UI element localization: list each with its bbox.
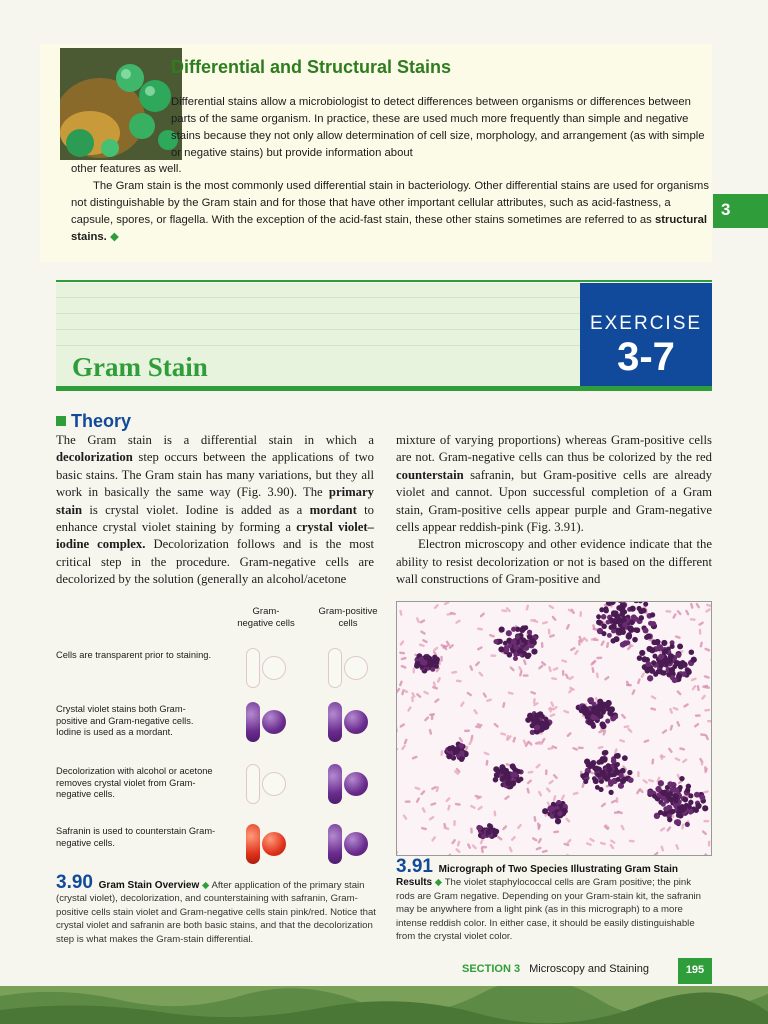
- theory-column-1: [56, 432, 374, 589]
- figure-caption-text: The violet staphylococcal cells are Gram positive; the pink rods are Gram negative. Depending on your Gram-stain kit, the safranin may be anywhere from a light pink (as in this micrograph) to a more intense reddish color. In either case, it should be easily distinguishable from the crystal violet color.: [396, 877, 702, 943]
- exercise-title: Gram Stain: [72, 352, 208, 382]
- structural-stains-term: structural stains.: [71, 214, 708, 243]
- coccus-cell: [262, 772, 286, 796]
- bottom-decorative-band: [0, 986, 768, 1024]
- figure-title: Micrograph of Two Species Illustrating Gram Stain Results: [396, 864, 678, 889]
- coccus-cell: [344, 710, 368, 734]
- rod-cell: [328, 824, 342, 864]
- body-text: safranin, but Gram-positive cells are already violet and cannot. Upon successful completion of a Gram stain, Gram-positive cells appear purple and Gram-negative cells appear reddish-pink (Fig. 3.91).: [396, 467, 712, 535]
- gram-positive-column-header: Gram-positive cells: [318, 606, 378, 629]
- exercise-bottom-rule: [56, 386, 712, 391]
- coccus-cell: [262, 656, 286, 680]
- body-text: step occurs between the applications of two basic stains. The Gram stain has many variations, but they all work in basically the same way (Fig. 3.90). The: [56, 450, 374, 500]
- rod-cell: [246, 648, 260, 688]
- key-term: crystal violet–iodine complex.: [56, 520, 375, 552]
- rod-cell: [328, 702, 342, 742]
- gram-negative-cells: [236, 646, 296, 692]
- bacteria-image: [60, 48, 182, 160]
- coccus-cell: [344, 772, 368, 796]
- diamond-icon: ◆: [201, 880, 210, 891]
- rod-cell: [246, 702, 260, 742]
- page-number: 195: [678, 958, 712, 984]
- key-term: decolorization: [56, 450, 133, 465]
- figure-number: 3.91: [396, 856, 433, 877]
- rod-cell: [246, 824, 260, 864]
- theory-column-2-paragraph-2: Electron microscopy and other evidence indicate that the ability to resist decolorization or not is based on the different wall constructions of Gram-positive and: [396, 537, 712, 587]
- figure-caption-text: After application of the primary stain (crystal violet), decolorization, and counterstaining with safranin, Gram-positive cells stain violet and Gram-negative cells stain pink/red. Notice that crystal violet and safranin are both basic stains, and that the decolorization step is what makes the Gram-stain differential.: [56, 880, 376, 945]
- exercise-number-box: [580, 283, 712, 386]
- footer-section: SECTION 3: [462, 963, 521, 975]
- gram-negative-cells: [236, 762, 296, 808]
- page-footer: [462, 963, 649, 975]
- gram-positive-cells: [318, 700, 378, 746]
- rod-cell: [246, 764, 260, 804]
- intro-paragraph-2: The Gram stain is the most commonly used differential stain in bacteriology. Other differential stains are used for organisms not distinguishable by the Gram stain and for those that have other important cellular attributes, such as acid-fastness, a capsule, spores, or flagella. With the exception of the acid-fast stain, these other stains sometimes are referred to as structural stains. ◆: [71, 180, 709, 243]
- intro-title: Differential and Structural Stains: [171, 57, 452, 77]
- theory-heading: Theory: [56, 411, 131, 432]
- body-text: mixture of varying proportions) whereas Gram-positive cells are not. Gram-negative cells can thus be colorized by the red: [396, 433, 712, 465]
- key-term: primary stain: [56, 485, 374, 517]
- stain-step-label: Safranin is used to counterstain Gram-negative cells.: [56, 826, 216, 848]
- gram-stain-micrograph: [396, 601, 712, 856]
- square-bullet-icon: [56, 416, 66, 426]
- body-text: to enhance crystal violet staining by forming a: [56, 502, 375, 535]
- exercise-top-rule: [56, 280, 712, 282]
- body-text: The Gram stain is a differential stain in which a: [56, 433, 374, 447]
- theory-column-2: [396, 432, 712, 589]
- gram-positive-cells: [318, 646, 378, 692]
- diamond-icon: ◆: [109, 231, 119, 243]
- body-text: Decolorization follows and is the most critical step in the procedure. Gram-negative cells are decolorized by the solution (generally an alcohol/acetone: [56, 537, 374, 587]
- stain-step-label: Cells are transparent prior to staining.: [56, 650, 212, 660]
- coccus-cell: [262, 832, 286, 856]
- figure-3-90-caption: [56, 872, 376, 946]
- figure-title: Gram Stain Overview: [98, 880, 200, 891]
- stain-step-label: Decolorization with alcohol or acetone removes crystal violet from Gram-negative cells.: [56, 766, 213, 799]
- body-text: is crystal violet. Iodine is added as a: [82, 502, 310, 517]
- coccus-cell: [262, 710, 286, 734]
- footer-section-title: Microscopy and Staining: [529, 963, 649, 975]
- intro-box: [40, 44, 712, 262]
- coccus-cell: [344, 656, 368, 680]
- gram-positive-cells: [318, 762, 378, 808]
- theory-column-2-paragraph-1: [396, 433, 712, 534]
- rod-cell: [328, 764, 342, 804]
- intro-paragraph-1: Differential stains allow a microbiologist to detect differences between organisms or differences between parts of the same organism. In practice, these are used much more frequently than simple and negative stains because they not only allow determination of cell size, morphology, and arrangement (as with simple or negative stains) but provide information about: [171, 96, 705, 159]
- figure-3-91-caption: [396, 856, 712, 943]
- gram-negative-cells: [236, 822, 296, 868]
- gram-positive-cells: [318, 822, 378, 868]
- rod-cell: [328, 648, 342, 688]
- gram-negative-cells: [236, 700, 296, 746]
- chapter-tab: 3: [713, 194, 768, 228]
- exercise-label: EXERCISE: [589, 313, 703, 334]
- key-term: mordant: [309, 502, 357, 517]
- diamond-icon: ◆: [434, 877, 443, 889]
- figure-number: 3.90: [56, 872, 93, 893]
- key-term: counterstain: [396, 467, 464, 482]
- exercise-number: 3-7: [617, 335, 675, 379]
- gram-negative-column-header: Gram-negative cells: [237, 606, 295, 629]
- coccus-cell: [344, 832, 368, 856]
- stain-step-label: Crystal violet stains both Gram-positive and Gram-negative cells. Iodine is used as a mordant.: [56, 704, 194, 737]
- intro-paragraph-1-end: other features as well.: [71, 163, 182, 175]
